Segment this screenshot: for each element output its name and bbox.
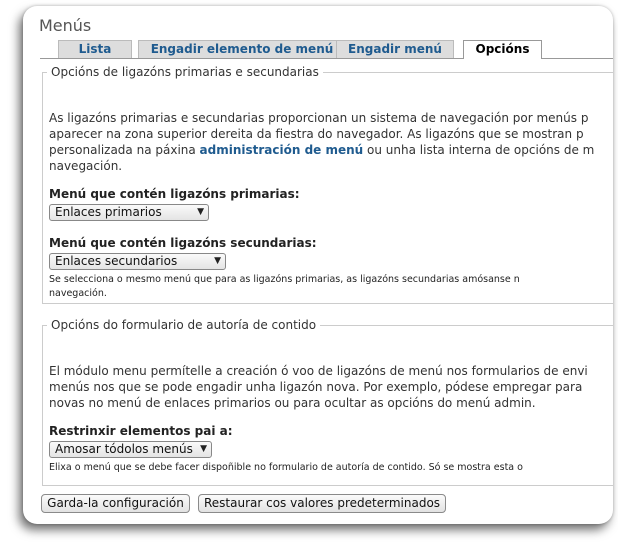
tab-bar (40, 40, 613, 59)
primary-menu-label: Menú que contén ligazóns primarias: (49, 187, 300, 201)
tab-options[interactable]: Opcións (463, 40, 542, 59)
reset-defaults-button[interactable]: Restaurar cos valores predeterminados (198, 494, 446, 513)
primary-secondary-legend: Opcións de ligazóns primarias e secundarias (51, 65, 319, 79)
page-title: Menús (39, 16, 92, 35)
authoring-description-1: El módulo menu permítelle a creación ó voo de ligazóns de menú nos formularios de envi (49, 364, 588, 378)
page-content (23, 6, 613, 524)
tab-add-menu-item[interactable]: Engadir elemento de menú (138, 40, 346, 58)
secondary-menu-select[interactable] (49, 253, 226, 270)
authoring-legend: Opcións do formulario de autoría de contido (51, 318, 317, 332)
primary-secondary-description-1: As ligazóns primarias e secundarias proporcionan un sistema de navegación por menús p (49, 111, 589, 125)
restrict-parent-help: Elixa o menú que se debe facer dispoñible no formulario de autoría de contido. Só se mostra esta o (49, 462, 523, 473)
restrict-parent-label: Restrinxir elementos pai a: (49, 424, 233, 438)
secondary-menu-label: Menú que contén ligazóns secundarias: (49, 236, 317, 250)
primary-secondary-fieldset (42, 65, 613, 304)
primary-secondary-description-2: aparecer na zona superior dereita da fiestra do navegador. As ligazóns que se mostran p (49, 127, 584, 141)
tab-lista[interactable]: Lista (58, 40, 132, 58)
secondary-menu-help-2: navegación. (49, 288, 107, 299)
primary-menu-value: Enlaces primarios (55, 205, 162, 219)
secondary-menu-value: Enlaces secundarios (55, 254, 178, 268)
primary-secondary-description-3 (49, 142, 594, 158)
description-text: ou unha lista interna de opcións de m (363, 143, 595, 157)
save-configuration-button[interactable]: Garda-la configuración (41, 494, 190, 513)
authoring-description-2: menús nos que se pode engadir unha ligazón nova. Por exemplo, pódese empregar para (49, 380, 583, 394)
authoring-description-3: novas no menú de enlaces primarios ou para ocultar as opcións do menú admin. (49, 396, 536, 410)
menu-admin-link[interactable]: administración de menú (199, 143, 364, 157)
chevron-down-icon: ▼ (197, 207, 204, 217)
tab-add-menu[interactable]: Engadir menú (336, 40, 454, 58)
primary-menu-select[interactable] (49, 204, 209, 221)
secondary-menu-help-1: Se selecciona o mesmo menú que para as ligazóns primarias, as ligazóns secundarias amósanse n (49, 274, 520, 285)
authoring-fieldset (42, 318, 613, 486)
chevron-down-icon: ▼ (214, 256, 221, 266)
window-card (23, 6, 613, 524)
primary-secondary-description-4: navegación. (49, 159, 123, 173)
description-text: personalizada na páxina (49, 143, 200, 157)
chevron-down-icon: ▼ (200, 444, 207, 454)
restrict-parent-select[interactable] (49, 441, 212, 458)
restrict-parent-value: Amosar tódolos menús (55, 442, 193, 456)
